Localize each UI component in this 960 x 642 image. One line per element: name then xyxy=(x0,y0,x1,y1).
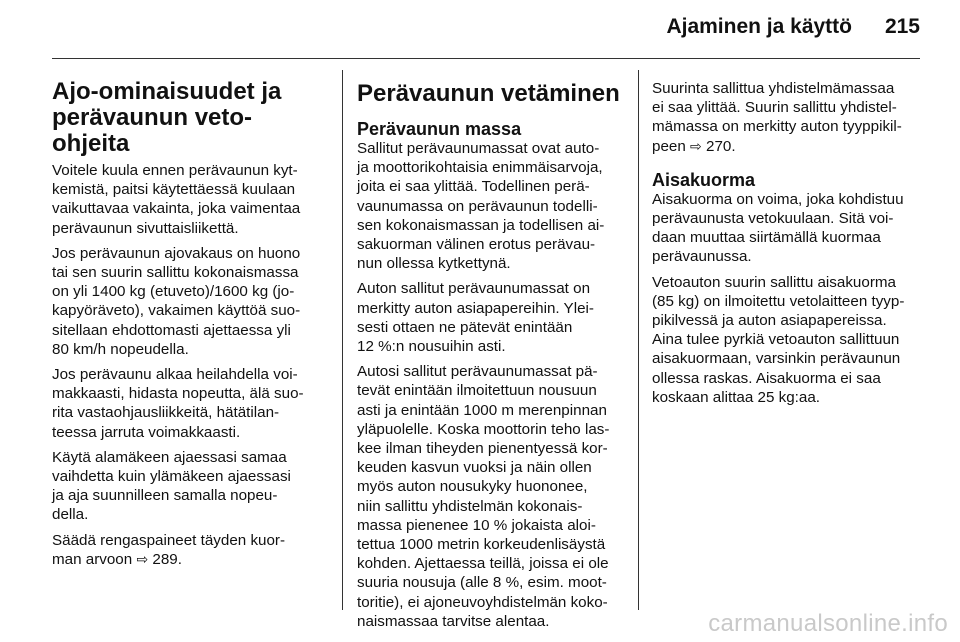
text-line: Käytä alamäkeen ajaessasi samaa xyxy=(52,448,287,466)
page-number: 215 xyxy=(884,15,920,38)
text-line: kohden. Ajettaessa teillä, joissa ei ole xyxy=(357,555,609,573)
text-line: della. xyxy=(52,506,89,524)
text-line: Suurinta sallittua yhdistelmämassaa xyxy=(652,80,895,97)
paragraph xyxy=(357,362,625,631)
text-line: sitellaan ehdottomasti ajettaessa yli xyxy=(52,321,291,339)
paragraph xyxy=(52,448,327,525)
paragraph xyxy=(52,161,327,238)
text-line: myös auton nousukyky huononee, xyxy=(357,478,588,496)
text-line: aisakuormaan, varsinkin perävaunun xyxy=(652,350,901,368)
text-line: tettua 1000 metrin korkeudenlisäystä xyxy=(357,536,606,554)
text-line: man arvoon xyxy=(52,550,133,568)
text-line: ja aja suunnilleen samalla nopeu- xyxy=(52,487,278,505)
text-line: nun ollessa kytkettynä. xyxy=(357,255,511,273)
text-line: Säädä rengaspaineet täyden kuor- xyxy=(52,531,286,549)
text-line: koskaan alittaa 25 kg:aa. xyxy=(652,388,821,406)
text-line: makkaasti, hidasta nopeutta, älä suo- xyxy=(52,385,304,403)
column-divider xyxy=(638,70,639,610)
header-rule xyxy=(52,58,920,59)
page-reference-arrow-icon[interactable]: ⇨ xyxy=(690,137,702,154)
paragraph xyxy=(52,365,327,442)
text-line: sen kokonaismassan ja todellisen ai- xyxy=(357,216,605,234)
section-title: Ajaminen ja käyttö xyxy=(666,15,852,38)
paragraph xyxy=(652,79,927,156)
text-line: sakuorman välinen erotus perävau- xyxy=(357,236,596,254)
text-line: on yli 1400 kg (etuveto)/1600 kg (jo- xyxy=(52,283,295,301)
column-2 xyxy=(357,79,625,637)
page-reference-link[interactable]: 270. xyxy=(706,137,736,155)
text-line: vaihdetta kuin ylämäkeen ajaessasi xyxy=(52,468,291,486)
text-line: yläpuolelle. Koska moottorin teho las- xyxy=(357,420,610,438)
text-line: teessa jarruta voimakkaasti. xyxy=(52,423,241,441)
heading-driving-characteristics xyxy=(52,79,327,157)
text-line: perävaunussa. xyxy=(652,248,752,266)
text-line: asti ja enintään 1000 m merenpinnan xyxy=(357,401,607,419)
text-line: keuden kasvun vuoksi ja näin ollen xyxy=(357,459,592,477)
text-line: ollessa raskas. Aisakuorma ei saa xyxy=(652,369,881,387)
page-header xyxy=(0,0,960,56)
page-reference-arrow-icon[interactable]: ⇨ xyxy=(136,550,149,567)
text-line: Aisakuorma on voima, joka kohdistuu xyxy=(652,190,904,208)
paragraph xyxy=(357,139,625,273)
text-line: tai sen suurin sallittu kokonaismassa xyxy=(52,264,299,282)
text-line: sesti ottaen ne pätevät enintään xyxy=(357,318,573,336)
text-line: kapyöräveto), vakaimen käyttöä suo- xyxy=(52,302,301,320)
text-line: Jos perävaunun ajovakaus on huono xyxy=(52,244,301,262)
text-line: merkitty auton asiapapereihin. Ylei- xyxy=(357,299,594,317)
text-line: tevät enintään ilmoitettuun nousuun xyxy=(357,382,597,400)
text-line: rita vastaohjausliikkeitä, hätätilan- xyxy=(52,404,280,422)
text-line: naismassaa tarvitse alentaa. xyxy=(357,612,550,630)
paragraph xyxy=(652,190,927,267)
column-divider xyxy=(342,70,343,610)
paragraph xyxy=(52,244,327,359)
text-line: Aina tulee pyrkiä vetoauton sallittuun xyxy=(652,331,900,349)
spacer xyxy=(652,162,927,170)
paragraph xyxy=(357,279,625,356)
heading-line: Ajo-ominaisuudet ja xyxy=(52,78,282,105)
column-3 xyxy=(652,79,927,413)
text-line: vaikuttavaa vakainta, joka vaimentaa xyxy=(52,200,301,218)
text-line: pikilvessä ja auton asiapapereissa. xyxy=(652,312,887,330)
text-line: peen xyxy=(652,137,686,155)
text-line: 12 %:n nousuihin asti. xyxy=(357,338,506,356)
text-line: vaunumassa on perävaunun todelli- xyxy=(357,197,598,215)
text-line: mämassa on merkitty auton tyyppikil- xyxy=(652,118,902,136)
subheading-tongue-load: Aisakuorma xyxy=(652,169,756,190)
text-line: Voitele kuula ennen perävaunun kyt- xyxy=(52,162,298,179)
text-line: niin sallittu yhdistelmän kokonais- xyxy=(357,497,583,515)
text-line: 80 km/h nopeudella. xyxy=(52,340,189,358)
text-line: Auton sallitut perävaunumassat on xyxy=(357,280,591,298)
text-line: suuria nousuja (alle 8 %, esim. moot- xyxy=(357,574,607,592)
text-line: Jos perävaunu alkaa heilahdella voi- xyxy=(52,366,298,384)
watermark: carmanualsonline.info xyxy=(708,610,948,637)
column-1 xyxy=(52,79,327,575)
paragraph xyxy=(52,531,327,569)
text-line: massa pienenee 10 % jokaista aloi- xyxy=(357,516,596,534)
heading-line: perävaunun veto-ohjeita xyxy=(52,104,253,157)
text-line: ei saa ylittää. Suurin sallittu yhdistel- xyxy=(652,99,897,117)
text-line: kee ilman tiheyden pienentyessä kor- xyxy=(357,440,608,458)
text-line: Autosi sallitut perävaunumassat pä- xyxy=(357,363,598,381)
paragraph xyxy=(652,273,927,407)
page-reference-link[interactable]: 289. xyxy=(152,550,182,568)
text-line: (85 kg) on ilmoitettu vetolaitteen tyyp- xyxy=(652,292,905,310)
text-line: perävaunun sivuttaisliikettä. xyxy=(52,219,239,237)
text-line: perävaunusta vetokuulaan. Sitä voi- xyxy=(652,210,894,228)
text-line: Sallitut perävaunumassat ovat auto- xyxy=(357,140,600,157)
text-line: joita ei saa ylittää. Todellinen perä- xyxy=(357,178,590,196)
text-line: Vetoauton suurin sallittu aisakuorma xyxy=(652,273,896,291)
text-line: toritie), ei ajoneuvoyhdistelmän koko- xyxy=(357,593,608,611)
text-line: kemistä, paitsi käytettäessä kuulaan xyxy=(52,181,296,199)
subheading-trailer-mass: Perävaunun massa xyxy=(357,119,522,139)
text-line: daan muuttaa siirtämällä kuormaa xyxy=(652,229,881,247)
heading-trailer-towing: Perävaunun vetäminen xyxy=(357,80,620,107)
text-line: ja moottorikohtaisia enimmäisarvoja, xyxy=(357,159,603,177)
